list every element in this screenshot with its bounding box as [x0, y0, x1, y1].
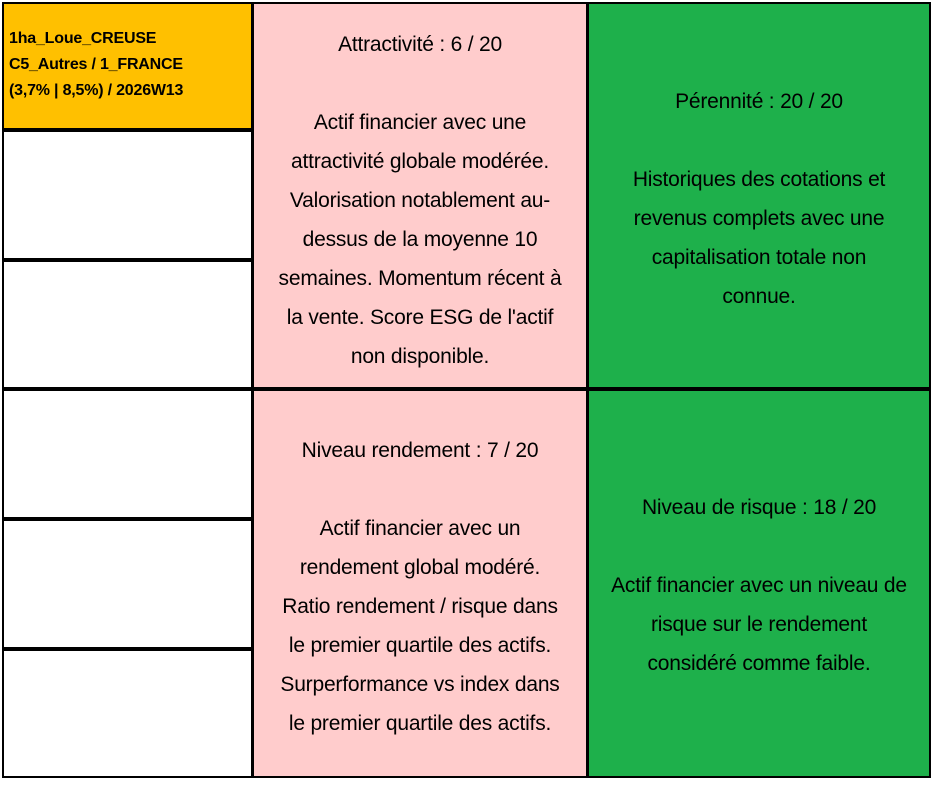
attractivite-title: Attractivité : 6 / 20: [338, 33, 502, 56]
description-line: dessus de la moyenne 10: [302, 228, 538, 251]
attractivite-description: [279, 103, 562, 376]
rendement-cell: [252, 389, 588, 778]
perennite-cell: [587, 2, 931, 389]
description-line: Actif financier avec un: [319, 517, 521, 540]
description-line: semaines. Momentum récent à: [278, 267, 562, 290]
description-line: revenus complets avec une: [633, 207, 885, 230]
rendement-title: Niveau rendement : 7 / 20: [301, 439, 539, 462]
description-line: capitalisation totale non: [651, 246, 867, 269]
description-line: le premier quartile des actifs.: [288, 634, 552, 657]
perennite-description: [633, 160, 885, 316]
empty-cell: [2, 389, 253, 519]
rendement-description: [280, 509, 559, 743]
description-line: attractivité globale modérée.: [290, 150, 549, 173]
empty-cell: [2, 519, 253, 649]
asset-category: C5_Autres / 1_FRANCE: [9, 56, 183, 73]
asset-name: 1ha_Loue_CREUSE: [9, 30, 157, 47]
empty-cell: [2, 649, 253, 778]
asset-stats: (3,7% | 8,5%) / 2026W13: [9, 82, 184, 99]
description-line: Actif financier avec une: [313, 111, 527, 134]
risque-title: Niveau de risque : 18 / 20: [641, 496, 877, 519]
empty-cell: [2, 260, 253, 389]
description-line: connue.: [722, 285, 796, 308]
empty-cell: [2, 130, 253, 260]
description-line: Surperformance vs index dans: [280, 673, 560, 696]
description-line: considéré comme faible.: [647, 652, 871, 675]
description-line: non disponible.: [350, 345, 490, 368]
attractivite-cell: [252, 2, 588, 389]
description-line: risque sur le rendement: [650, 613, 867, 636]
perennite-title: Pérennité : 20 / 20: [675, 90, 843, 113]
risque-cell: [587, 389, 931, 778]
description-line: la vente. Score ESG de l'actif: [286, 306, 554, 329]
description-line: Actif financier avec un niveau de: [611, 574, 907, 597]
description-line: Ratio rendement / risque dans: [282, 595, 558, 618]
description-line: Historiques des cotations et: [632, 168, 886, 191]
risque-description: [611, 566, 907, 683]
description-line: Valorisation notablement au-: [289, 189, 551, 212]
asset-header-cell: [2, 2, 253, 130]
description-line: rendement global modéré.: [299, 556, 541, 579]
description-line: le premier quartile des actifs.: [288, 712, 552, 735]
